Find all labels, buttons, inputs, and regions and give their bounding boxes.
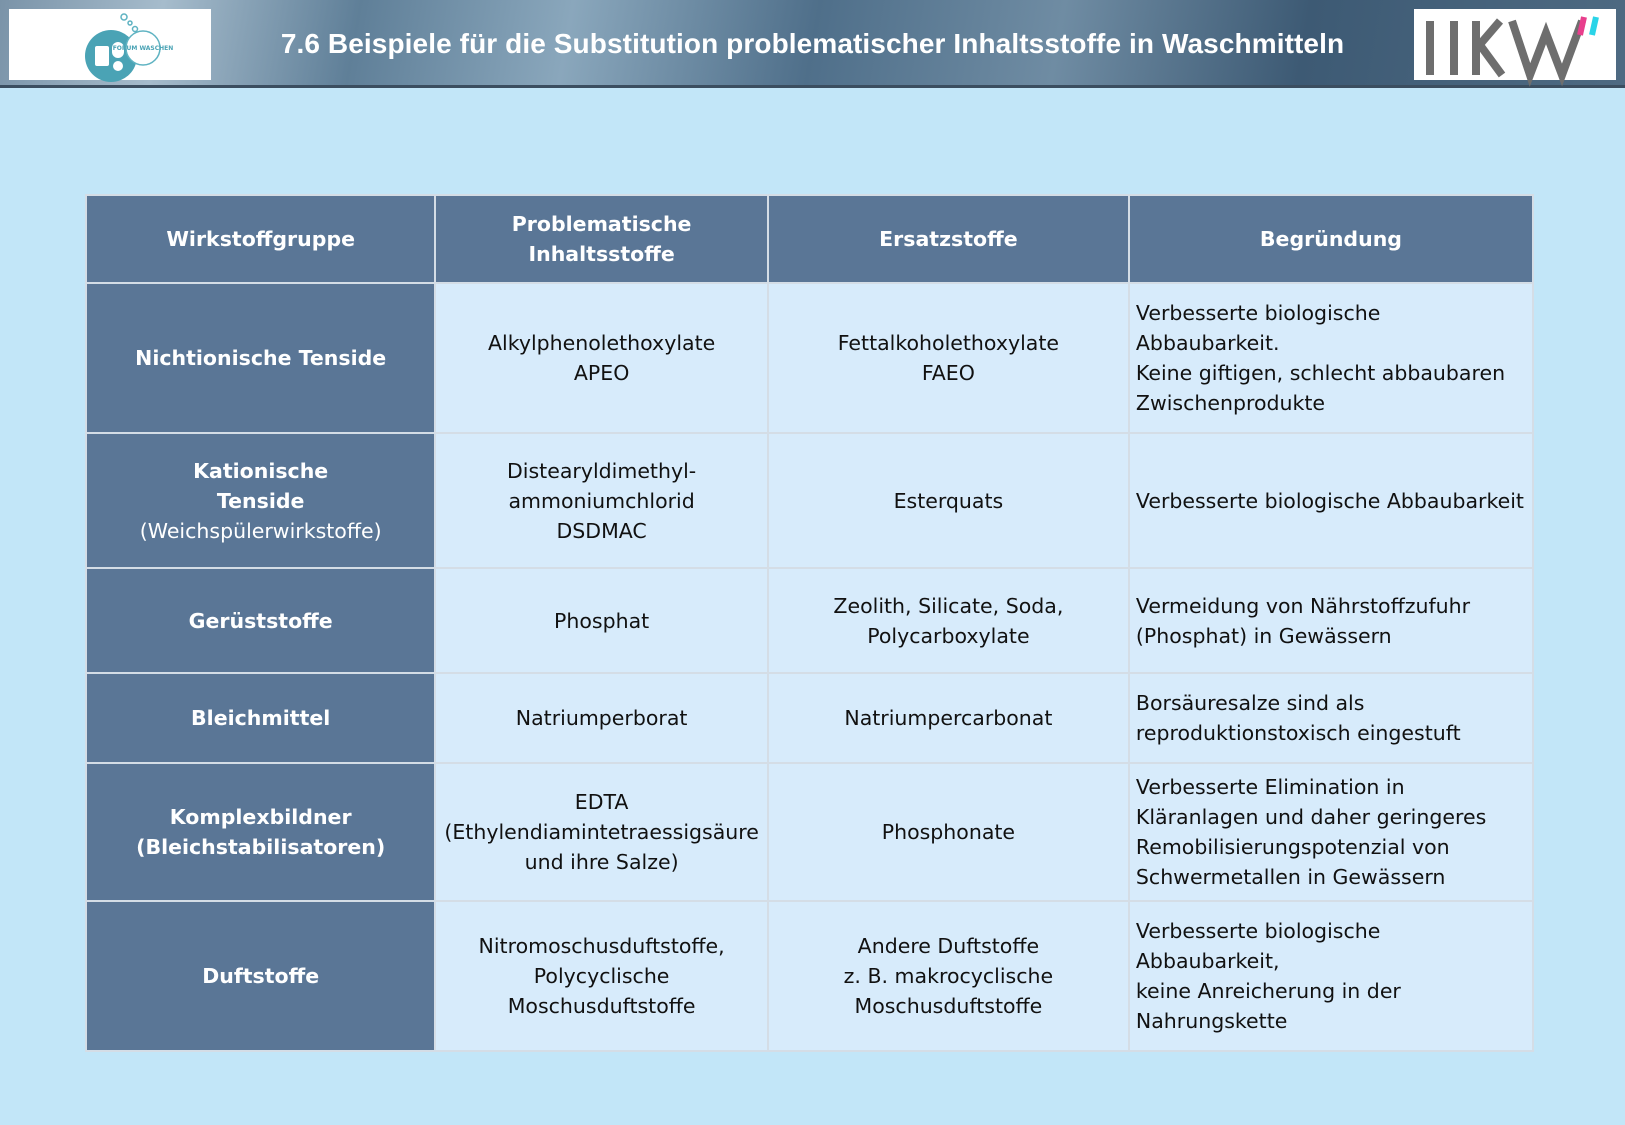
substitute-cell [768, 673, 1129, 763]
substitute-text: FAEO [921, 361, 975, 385]
group-cell [86, 763, 435, 901]
group-cell [86, 283, 435, 433]
table-row [86, 763, 1533, 901]
reason-text: Verbesserte Elimination in [1135, 775, 1405, 799]
reason-cell [1129, 433, 1533, 568]
problem-text: und ihre Salze) [524, 850, 679, 874]
group-label: Bleichmittel [191, 706, 331, 730]
reason-cell [1129, 901, 1533, 1051]
reason-text: Remobilisierungspotenzial von [1135, 835, 1450, 859]
reason-text: Verbesserte biologische Abbaubarkeit. [1135, 301, 1381, 355]
header-wirkstoffgruppe: Wirkstoffgruppe [86, 195, 435, 283]
problem-text: ammoniumchlorid [508, 488, 695, 513]
problem-text: Natriumperborat [515, 706, 688, 730]
substitute-text: Moschusduftstoffe [854, 994, 1043, 1018]
group-label: Gerüststoffe [188, 608, 333, 633]
reason-cell [1129, 283, 1533, 433]
page-title: 7.6 Beispiele für die Substitution problematischer Inhaltsstoffe in Waschmitteln [280, 28, 1345, 59]
substitute-text: Zeolith, Silicate, Soda, [833, 593, 1064, 618]
reason-cell [1129, 568, 1533, 673]
group-label: Tenside [216, 488, 305, 513]
slide-header [0, 0, 1625, 88]
reason-text: Kläranlagen und daher geringeres [1135, 805, 1487, 829]
ikw-logo [1414, 9, 1616, 80]
header-problematische-inhaltsstoffe: Problematische Inhaltsstoffe [435, 195, 768, 283]
forum-waschen-logo-text: FORUM WASCHEN [112, 45, 174, 52]
substitute-cell [768, 763, 1129, 901]
problem-text: Moschusduftstoffe [507, 994, 696, 1018]
problem-text: Distearyldimethyl- [507, 458, 697, 483]
table-row [86, 901, 1533, 1051]
group-cell [86, 673, 435, 763]
reason-text: Zwischenprodukte [1135, 391, 1326, 415]
substitute-cell [768, 433, 1129, 568]
header-ersatzstoffe: Ersatzstoffe [768, 195, 1129, 283]
reason-cell [1129, 673, 1533, 763]
table-row [86, 433, 1533, 568]
substitute-text: Phosphonate [881, 820, 1016, 844]
problem-text: DSDMAC [556, 518, 647, 543]
reason-text: (Phosphat) in Gewässern [1135, 623, 1392, 648]
problem-cell [435, 673, 768, 763]
group-sublabel: (Weichspülerwirkstoffe) [139, 518, 382, 543]
substitution-table [85, 194, 1534, 1052]
problem-cell [435, 901, 768, 1051]
problem-cell [435, 568, 768, 673]
table-row [86, 283, 1533, 433]
reason-text: Keine giftigen, schlecht abbaubaren [1135, 361, 1506, 385]
substitute-text: Natriumpercarbonat [844, 706, 1053, 730]
problem-text: EDTA [574, 790, 629, 814]
group-label: (Bleichstabilisatoren) [136, 835, 386, 859]
problem-text: (Ethylendiamintetraessigsäure [444, 820, 759, 844]
table-row [86, 673, 1533, 763]
problem-cell [435, 763, 768, 901]
ikw-logo-icon [1420, 13, 1610, 77]
forum-waschen-logo [9, 9, 211, 80]
group-label: Nichtionische Tenside [135, 346, 387, 370]
reason-cell [1129, 763, 1533, 901]
substitute-cell [768, 901, 1129, 1051]
reason-text: Verbesserte biologische Abbaubarkeit, [1135, 919, 1381, 973]
table-header-row [86, 195, 1533, 283]
substitute-text: Andere Duftstoffe [857, 934, 1040, 958]
problem-text: Nitromoschusduftstoffe, [478, 934, 725, 958]
group-label: Duftstoffe [202, 964, 320, 988]
reason-text: Nahrungskette [1135, 1009, 1288, 1033]
substitute-cell [768, 283, 1129, 433]
problem-cell [435, 283, 768, 433]
substitute-text: Fettalkoholethoxylate [837, 331, 1060, 355]
reason-text: Verbesserte biologische Abbaubarkeit [1135, 488, 1524, 513]
group-cell [86, 568, 435, 673]
group-cell [86, 901, 435, 1051]
problem-text: Alkylphenolethoxylate [487, 331, 716, 355]
reason-text: Vermeidung von Nährstoffzufuhr [1135, 593, 1471, 618]
ikw-logo-text: IKW [1420, 13, 1422, 14]
problem-cell [435, 433, 768, 568]
group-cell [86, 433, 435, 568]
substitute-text: Esterquats [893, 488, 1004, 513]
header-begruendung: Begründung [1129, 195, 1533, 283]
problem-text: APEO [573, 361, 630, 385]
substitute-text: Polycarboxylate [867, 623, 1030, 648]
substitute-text: z. B. makrocyclische [843, 964, 1054, 988]
reason-text: keine Anreicherung in der [1135, 979, 1401, 1003]
group-label: Kationische [193, 458, 329, 483]
forum-waschen-logo-icon [77, 12, 174, 80]
substitute-cell [768, 568, 1129, 673]
reason-text: reproduktionstoxisch eingestuft [1135, 721, 1461, 745]
table-row [86, 568, 1533, 673]
reason-text: Borsäuresalze sind als [1135, 691, 1365, 715]
reason-text: Schwermetallen in Gewässern [1135, 865, 1446, 889]
group-label: Komplexbildner [169, 805, 352, 829]
problem-text: Polycyclische [533, 964, 670, 988]
problem-text: Phosphat [554, 608, 650, 633]
